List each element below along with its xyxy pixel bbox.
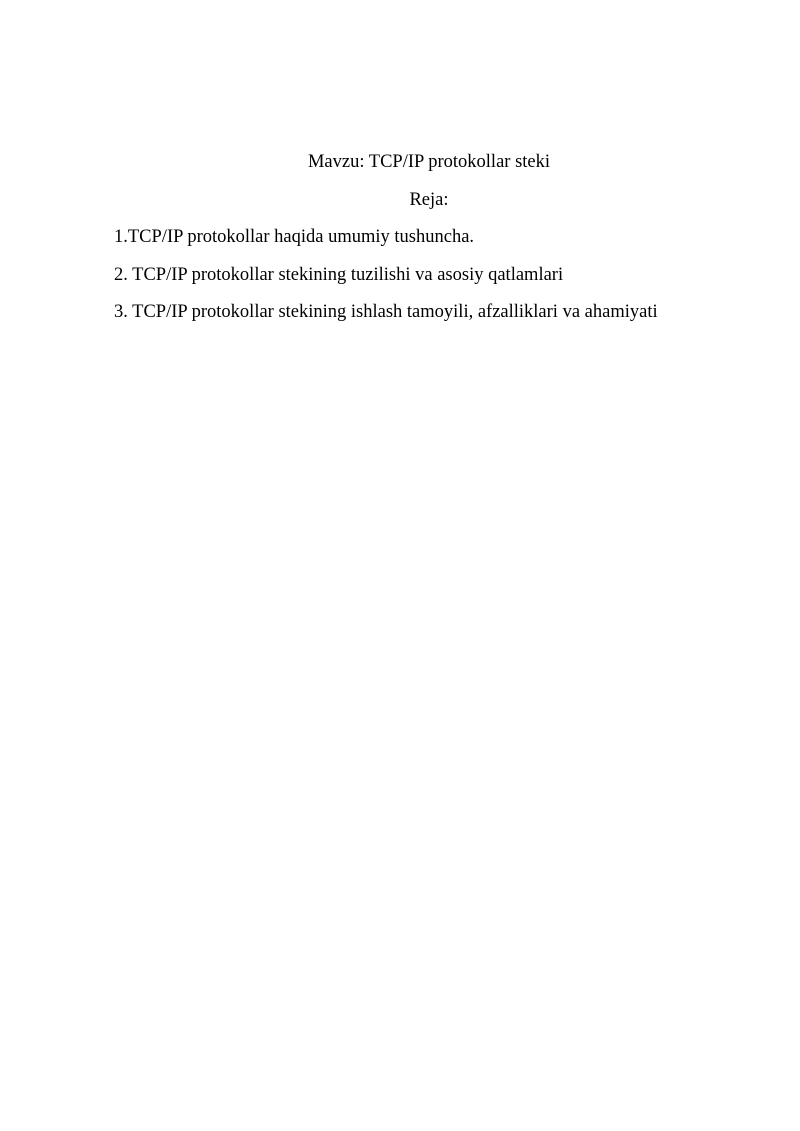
plan-item: 1.TCP/IP protokollar haqida umumiy tushuncha. <box>114 227 475 247</box>
plan-item: 2. TCP/IP protokollar stekining tuzilishi va asosiy qatlamlari <box>114 264 564 285</box>
document-title: Mavzu: TCP/IP protokollar steki <box>307 152 551 172</box>
plan-heading: Reja: <box>409 189 449 210</box>
plan-item: 3. TCP/IP protokollar stekining ishlash tamoyili, afzalliklari va ahamiyati <box>114 302 658 322</box>
document-content <box>114 144 744 332</box>
